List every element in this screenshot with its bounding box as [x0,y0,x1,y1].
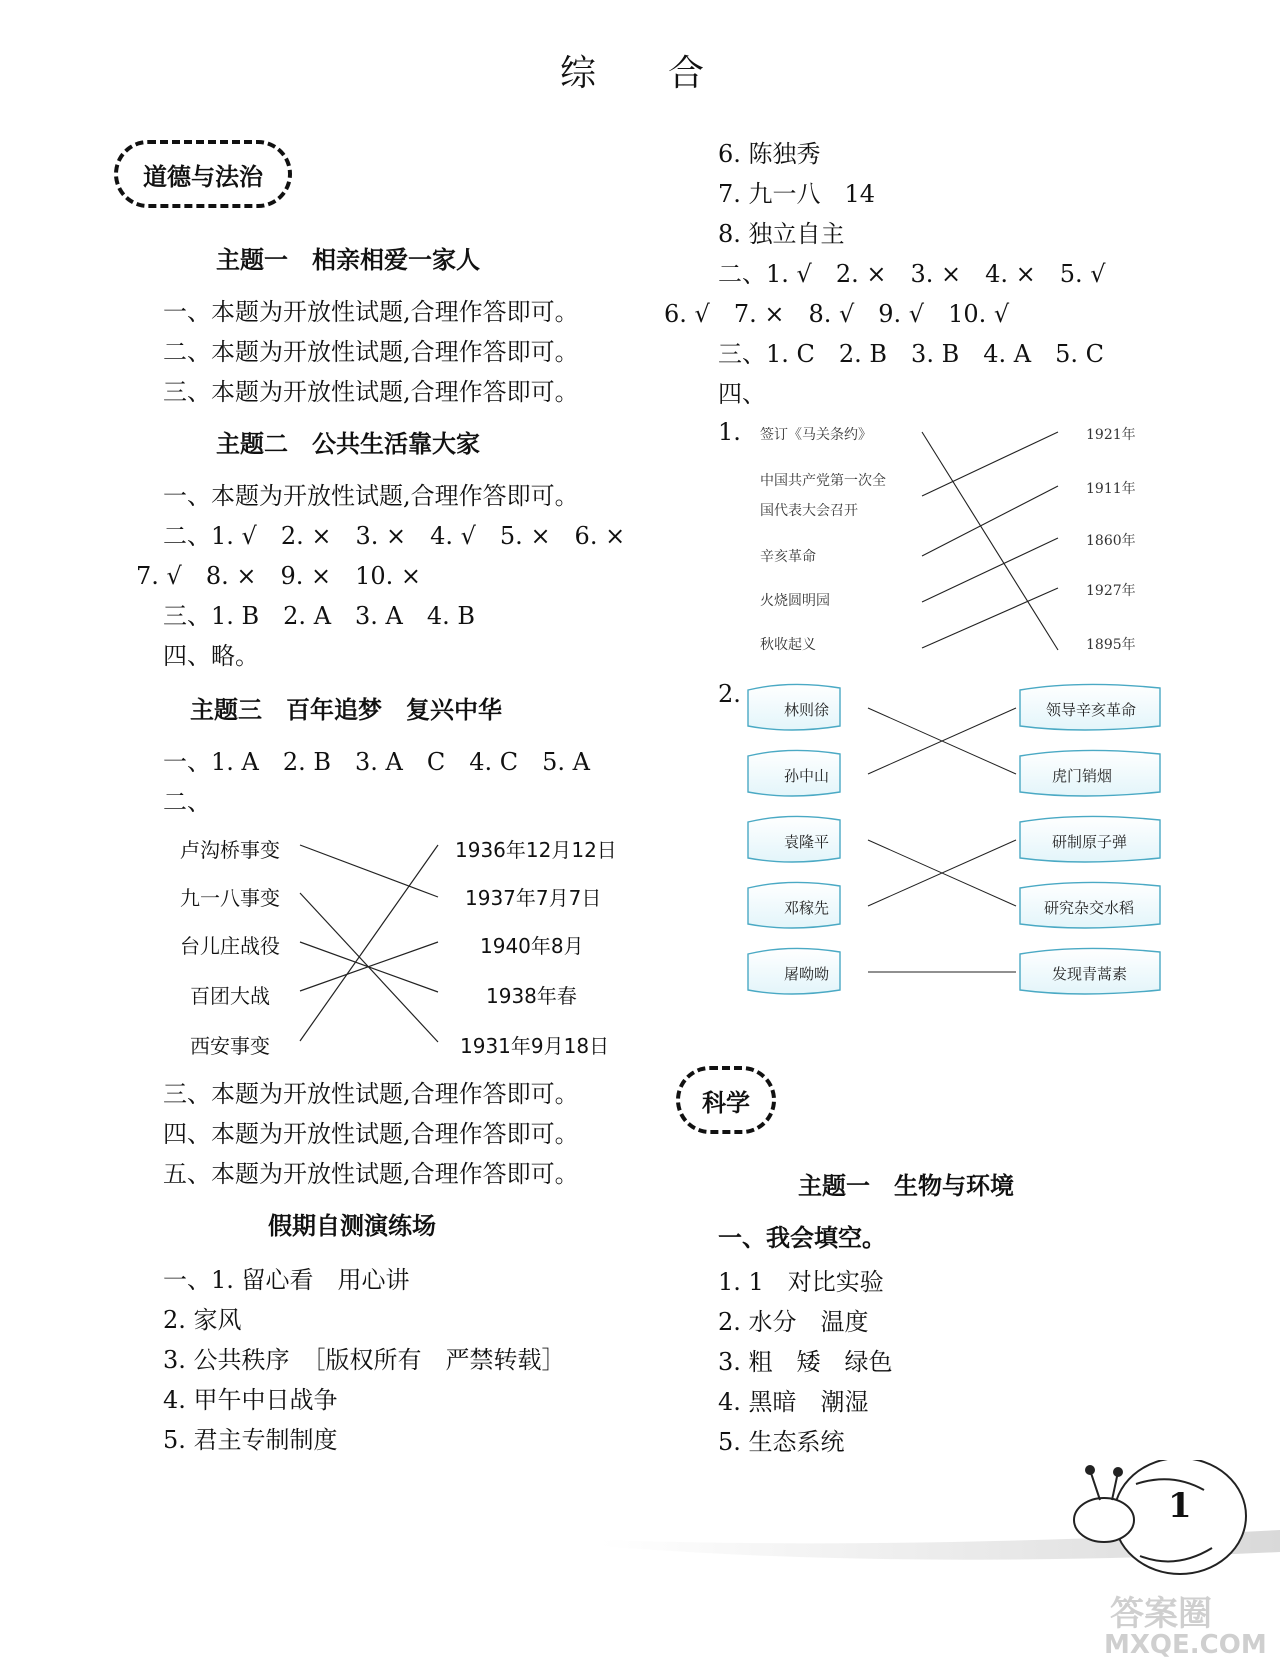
match-right-item: 1927年 [1086,583,1136,599]
match-right-item: 1921年 [1086,427,1136,443]
answer-line: 2. 水分 温度 [718,1308,869,1336]
page-title: 综 合 [560,53,705,94]
match-right-item: 1938年春 [486,984,577,1008]
answer-line: 3. 粗 矮 绿色 [718,1348,893,1376]
match-left-item: 签订《马关条约》 [760,427,872,443]
answer-line: 三、本题为开放性试题,合理作答即可。 [163,1080,579,1108]
match-lines-history [640,400,1100,660]
match-line [922,538,1058,602]
match-right-item: 研制原子弹 [1052,833,1128,851]
match-right-item: 1860年 [1086,533,1136,549]
answer-line: 一、本题为开放性试题,合理作答即可。 [163,482,579,510]
match-left-item: 中国共产党第一次全 [760,473,886,489]
answer-line: 4. 甲午中日战争 [163,1386,338,1414]
match-right-item: 1940年8月 [480,934,584,958]
answer-line: 一、1. A 2. B 3. A C 4. C 5. A [163,748,590,776]
answer-line: 6. √ 7. × 8. √ 9. √ 10. √ [664,300,1010,328]
answer-line: 一、本题为开放性试题,合理作答即可。 [163,298,579,326]
match-left-item: 国代表大会召开 [760,503,858,519]
match-line [300,845,438,897]
watermark-logo: 答案圈 [1110,1594,1212,1634]
answer-line: 6. 陈独秀 [718,140,821,168]
match-left-item: 屠呦呦 [784,965,830,983]
theme1-heading: 主题一 相亲相爱一家人 [216,246,480,274]
match-right-item: 虎门销烟 [1052,767,1113,785]
answer-line: 7. 九一八 14 [718,180,876,208]
match-right-item: 1895年 [1086,637,1136,653]
match-left-item: 辛亥革命 [760,549,816,565]
match-left-item: 秋收起义 [760,637,816,653]
match-line [300,845,438,1041]
page-number: 1 [1168,1486,1192,1526]
science-subheading: 一、我会填空。 [718,1224,886,1252]
answer-line: 二、 [163,788,211,816]
theme2-heading: 主题二 公共生活靠大家 [216,430,480,458]
match-lines-events [0,0,640,1100]
answer-line: 三、本题为开放性试题,合理作答即可。 [163,378,579,406]
answer-line: 5. 君主专制制度 [163,1426,338,1454]
question-number: 1. [718,418,741,446]
match-left-item: 火烧圆明园 [760,593,830,609]
match-left-item: 林则徐 [784,701,830,719]
selftest-heading: 假期自测演练场 [268,1212,436,1240]
answer-line: 四、略。 [163,642,259,670]
answer-line: 四、本题为开放性试题,合理作答即可。 [163,1120,579,1148]
match-left-item: 九一八事变 [180,886,280,910]
section-badge-label: 科学 [702,1088,750,1117]
answer-line: 五、本题为开放性试题,合理作答即可。 [163,1160,579,1188]
question-number: 2. [718,680,741,708]
answer-line: 三、1. B 2. A 3. A 4. B [163,602,476,630]
match-right-item: 1936年12月12日 [455,838,617,862]
match-left-item: 邓稼先 [784,899,830,917]
footer-decoration [0,1460,1280,1667]
match-left-item: 百团大战 [190,984,270,1008]
match-right-item: 研究杂交水稻 [1044,899,1135,917]
science-theme-heading: 主题一 生物与环境 [798,1172,1014,1200]
match-left-item: 袁隆平 [784,833,830,851]
answer-line: 二、1. √ 2. × 3. × 4. × 5. √ [718,260,1106,288]
answer-line: 5. 生态系统 [718,1428,845,1456]
watermark-site: MXQE.COM [1104,1630,1267,1660]
answer-line: 8. 独立自主 [718,220,845,248]
match-left-item: 台儿庄战役 [180,934,280,958]
match-right-item: 领导辛亥革命 [1046,701,1137,719]
answer-line: 7. √ 8. × 9. × 10. × [136,562,421,590]
theme3-heading: 主题三 百年追梦 复兴中华 [190,696,502,724]
section-badge-label: 道德与法治 [143,162,263,191]
match-left-item: 卢沟桥事变 [180,838,280,862]
match-right-item: 1931年9月18日 [460,1034,610,1058]
answer-line: 四、 [718,380,766,408]
answer-line: 4. 黑暗 潮湿 [718,1388,869,1416]
match-line [922,486,1058,556]
section-badge-science [676,1066,776,1134]
match-left-item: 西安事变 [190,1034,270,1058]
answer-line: 三、1. C 2. B 3. B 4. A 5. C [718,340,1104,368]
answer-line: 二、1. √ 2. × 3. × 4. √ 5. × 6. × [163,522,626,550]
match-left-item: 孙中山 [784,767,830,785]
answer-line: 2. 家风 [163,1306,242,1334]
match-right-item: 1911年 [1086,481,1136,497]
match-right-item: 发现青蒿素 [1052,965,1128,983]
answer-line: 1. 1 对比实验 [718,1268,884,1296]
match-line [922,432,1058,650]
answer-line: 3. 公共秩序 ［版权所有 严禁转载］ [163,1346,566,1374]
answer-line: 一、1. 留心看 用心讲 [163,1266,410,1294]
match-right-item: 1937年7月7日 [465,886,602,910]
answer-line: 二、本题为开放性试题,合理作答即可。 [163,338,579,366]
